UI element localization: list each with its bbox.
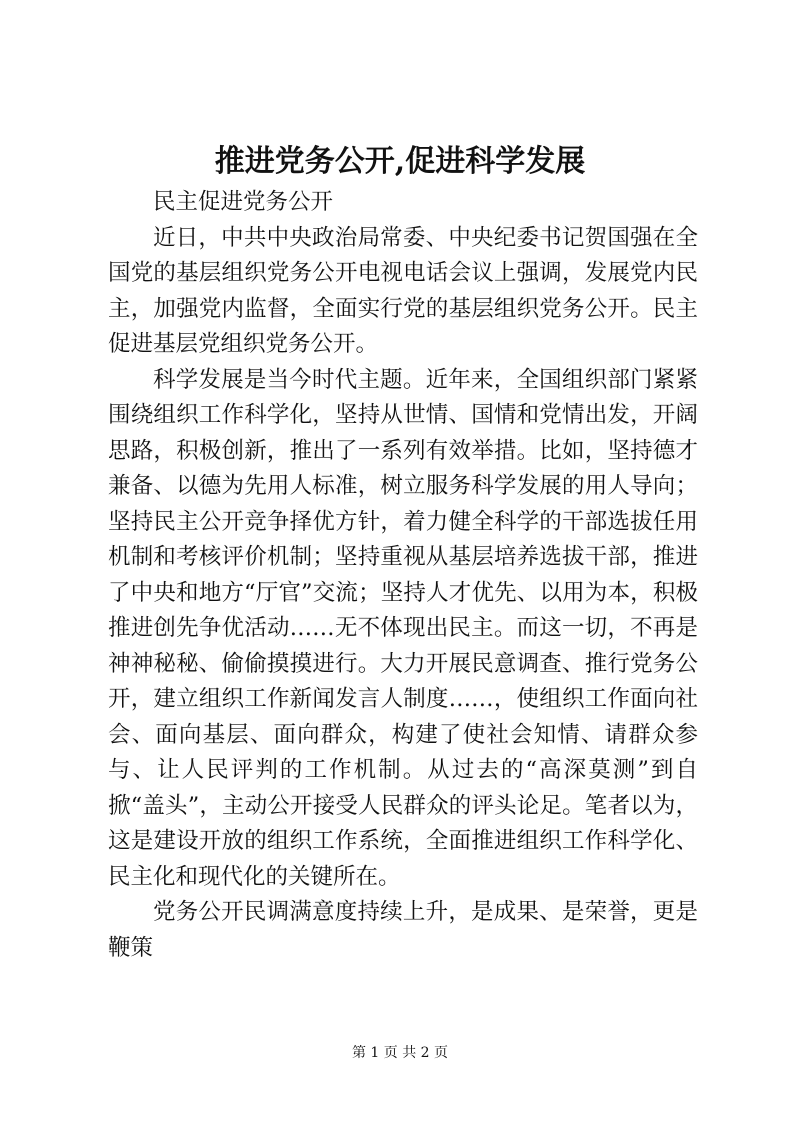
document-body: [108, 185, 698, 966]
paragraph-3: 党务公开民调满意度持续上升，是成果、是荣誉，更是鞭策: [108, 899, 698, 961]
document-subtitle: 民主促进党务公开: [153, 189, 334, 215]
page-number-label: 第 1 页 共 2 页: [351, 1045, 449, 1061]
page-footer: [0, 1043, 800, 1063]
document-title: 推进党务公开,促进科学发展: [214, 144, 586, 179]
paragraph-1: 近日，中共中央政治局常委、中央纪委书记贺国强在全国党的基层组织党务公开电视电话会议上强调，发展党内民主，加强党内监督，全面实行党的基层组织党务公开。民主促进基层党组织党务公开。: [108, 224, 698, 357]
paragraph-2: 科学发展是当今时代主题。近年来，全国组织部门紧紧围绕组织工作科学化，坚持从世情、国情和党情出发，开阔思路，积极创新，推出了一系列有效举措。比如，坚持德才兼备、以德为先用人标准，树立服务科学发展的用人导向；坚持民主公开竞争择优方针，着力健全科学的干部选拔任用机制和考核评价机制；坚持重视从基层培养选拔干部，推进了中央和地方“厅官”交流；坚持人才优先、以用为本，积极推进创先争优活动……无不体现出民主。而这一切，不再是神神秘秘、偷偷摸摸进行。大力开展民意调查、推行党务公开，建立组织工作新闻发言人制度……，使组织工作面向社会、面向基层、面向群众，构建了使社会知情、请群众参与、让人民评判的工作机制。从过去的“高深莫测”到自掀“盖头”，主动公开接受人民群众的评头论足。笔者以为，这是建设开放的组织工作系统，全面推进组织工作科学化、民主化和现代化的关键所在。: [108, 366, 698, 890]
